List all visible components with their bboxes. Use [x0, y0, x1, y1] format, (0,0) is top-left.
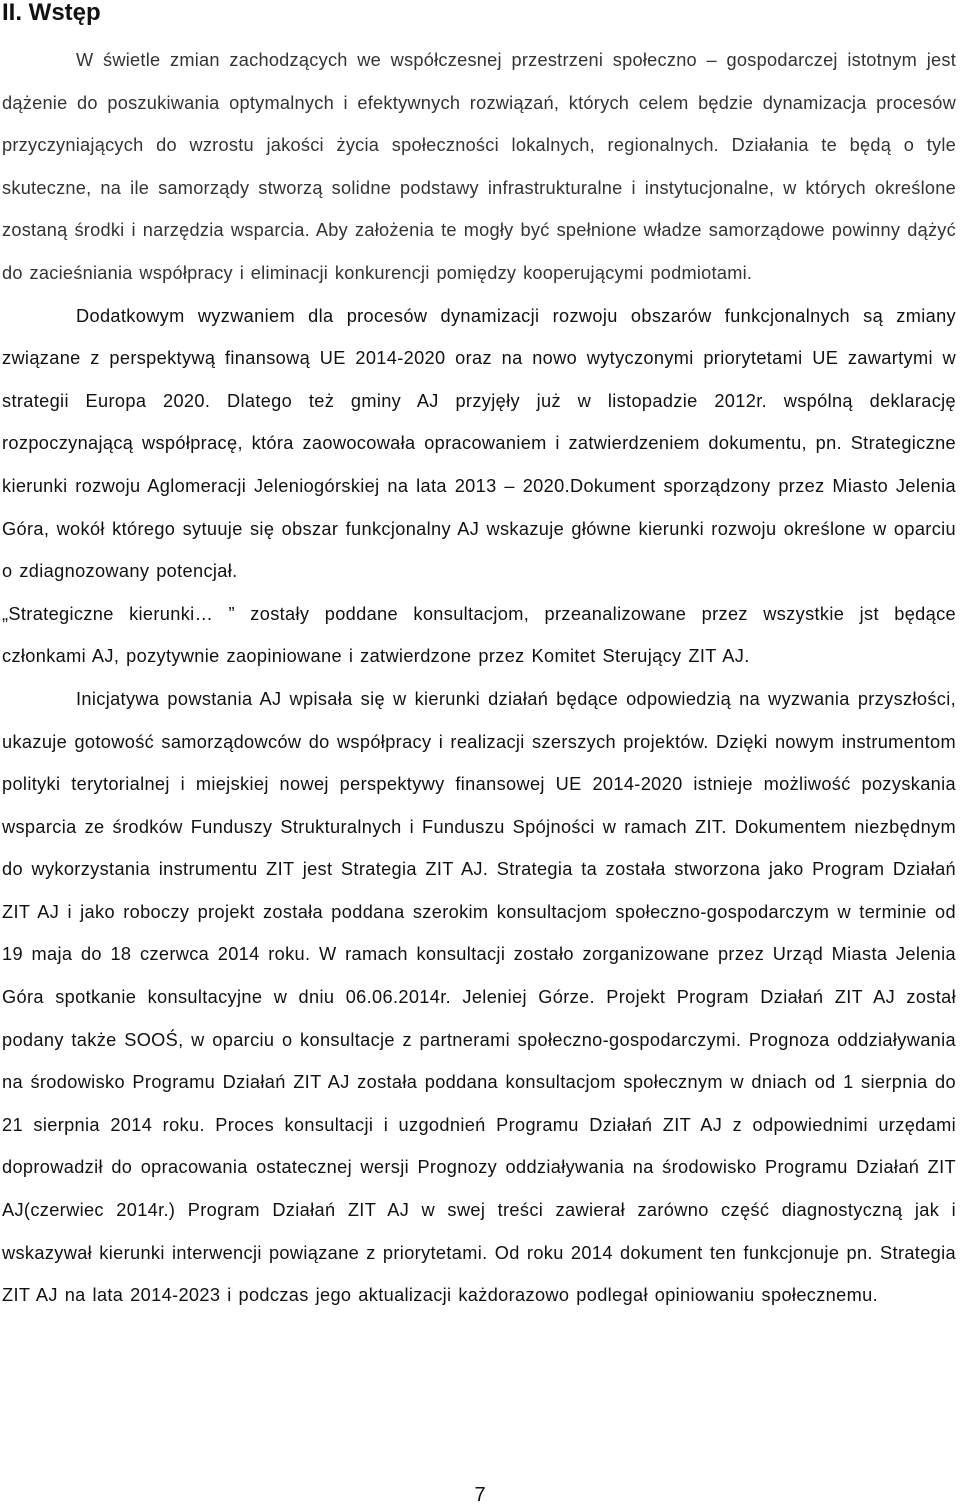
paragraph-initiative: Inicjatywa powstania AJ wpisała się w kierunki działań będące odpowiedzią na wyzwania przyszłości, ukazuje gotowość samorządowców do współpracy i realizacji szerszych projektów. Dzięki nowym instrumentom polityki terytorialnej i miejskiej nowej perspektywy finansowej UE 2014-2020 istnieje możliwość pozyskania wsparcia ze środków Funduszy Strukturalnych i Funduszu Spójności w ramach ZIT. Dokumentem niezbędnym do wykorzystania instrumentu ZIT jest Strategia ZIT AJ. Strategia ta została stworzona jako Program Działań ZIT AJ i jako roboczy projekt została poddana szerokim konsultacjom społeczno-gospodarczym w terminie od 19 maja do 18 czerwca 2014 roku. W ramach konsultacji zostało zorganizowane przez Urząd Miasta Jelenia Góra spotkanie konsultacyjne w dniu 06.06.2014r. Jeleniej Górze. Projekt Program Działań ZIT AJ został podany także SOOŚ, w oparciu o konsultacje z partnerami społeczno-gospodarczymi. Prognoza oddziaływania na środowisko Programu Działań ZIT AJ została poddana konsultacjom społecznym w dniach od 1 sierpnia do 21 sierpnia 2014 roku. Proces konsultacji i uzgodnień Programu Działań ZIT AJ z odpowiednimi urzędami doprowadził do opracowania ostatecznej wersji Prognozy oddziaływania na środowisko Programu Działań ZIT AJ(czerwiec 2014r.) Program Działań ZIT AJ w swej treści zawierał zarówno część diagnostyczną jak i wskazywał kierunki interwencji powiązane z priorytetami. Od roku 2014 dokument ten funkcjonuje pn. Strategia ZIT AJ na lata 2014-2023 i podczas jego aktualizacji każdorazowo podlegał opiniowaniu społecznemu. — [2, 688, 956, 1306]
paragraph-consultations: „Strategiczne kierunki… ” zostały poddane konsultacjom, przeanalizowane przez wszystkie jst będące członkami AJ, pozytywnie zaopiniowane i zatwierdzone przez Komitet Sterujący ZIT AJ. — [2, 603, 956, 667]
paragraph-intro: W świetle zmian zachodzących we współczesnej przestrzeni społeczno – gospodarczej istotnym jest dążenie do poszukiwania optymalnych i efektywnych rozwiązań, których celem będzie dynamizacja procesów przyczyniających do wzrostu jakości życia społeczności lokalnych, regionalnych. Działania te będą o tyle skuteczne, na ile samorządy stworzą solidne podstawy infrastrukturalne i instytucjonalne, w których określone zostaną środki i narzędzia wsparcia. Aby założenia te mogły być spełnione władze samorządowe powinny dążyć do zacieśniania współpracy i eliminacji konkurencji pomiędzy kooperującymi podmiotami. — [2, 50, 956, 283]
body-text — [2, 39, 956, 1317]
section-heading: II. Wstęp — [2, 0, 101, 26]
paragraph-challenges: Dodatkowym wyzwaniem dla procesów dynamizacji rozwoju obszarów funkcjonalnych są zmiany związane z perspektywą finansową UE 2014-2020 oraz na nowo wytyczonymi priorytetami UE zawartymi w strategii Europa 2020. Dlatego też gminy AJ przyjęły już w listopadzie 2012r. wspólną deklarację rozpoczynającą współpracę, która zaowocowała opracowaniem i zatwierdzeniem dokumentu, pn. Strategiczne kierunki rozwoju Aglomeracji Jeleniogórskiej na lata 2013 – 2020.Dokument sporządzony przez Miasto Jelenia Góra, wokół którego sytuuje się obszar funkcjonalny AJ wskazuje główne kierunki rozwoju określone w oparciu o zdiagnozowany potencjał. — [2, 305, 956, 582]
page-number: 7 — [474, 1484, 486, 1506]
